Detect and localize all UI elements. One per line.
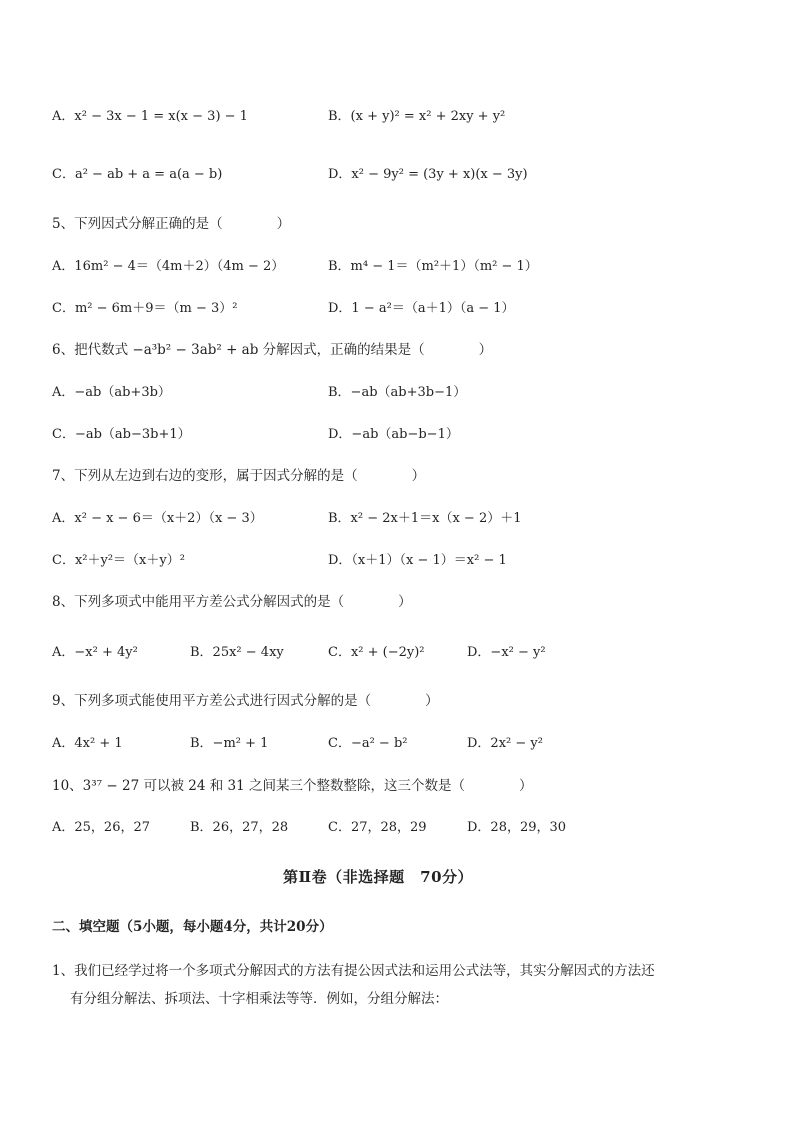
- question-6-option-c: C．−ab（ab−3b+1）: [52, 427, 191, 442]
- question-8-option-b: B．25x² − 4xy: [190, 645, 284, 660]
- question-10-option-c: C．27，28，29: [328, 820, 427, 835]
- question-7-option-a: A．x² − x − 6＝（x＋2）（x − 3）: [52, 511, 263, 526]
- question-8-option-c: C．x² + (−2y)²: [328, 645, 425, 660]
- option-d: D．x² − 9y² = (3y + x)(x − 3y): [328, 167, 528, 182]
- question-5-option-c: C．m² − 6m＋9＝（m − 3）²: [52, 301, 238, 316]
- question-8-option-a: A．−x² + 4y²: [52, 645, 138, 660]
- question-10-option-b: B．26，27，28: [190, 820, 289, 835]
- question-8-option-d: D．−x² − y²: [467, 645, 546, 660]
- question-5-option-a: A．16m² − 4＝（4m＋2）（4m − 2）: [52, 259, 285, 274]
- question-6-option-b: B．−ab（ab+3b−1）: [328, 385, 467, 400]
- question-10-option-a: A．25，26，27: [52, 820, 151, 835]
- question-9-option-a: A．4x² + 1: [52, 736, 123, 751]
- question-10-option-d: D．28，29，30: [467, 820, 567, 835]
- question-9-option-d: D．2x² − y²: [467, 736, 543, 751]
- question-9-stem: 9、下列多项式能使用平方差公式进行因式分解的是（ ）: [52, 693, 439, 709]
- question-6-stem: 6、把代数式 −a³b² − 3ab² + ab 分解因式，正确的结果是（ ）: [52, 342, 493, 358]
- fill-in-heading: 二、填空题（5小题，每小题4分，共计20分）: [52, 919, 333, 935]
- fill-question-1-line-1: 1、我们已经学过将一个多项式分解因式的方法有提公因式法和运用公式法等，其实分解因式的方法还: [52, 963, 655, 979]
- option-b: B．(x + y)² = x² + 2xy + y²: [328, 109, 506, 124]
- option-a: A．x² − 3x − 1 = x(x − 3) − 1: [52, 109, 248, 124]
- fill-question-1-line-2: 有分组分解法、拆项法、十字相乘法等等．例如，分组分解法：: [70, 991, 448, 1007]
- question-6-option-a: A．−ab（ab+3b）: [52, 385, 171, 400]
- section-title: 第Ⅱ卷（非选择题 70分）: [283, 868, 474, 886]
- question-7-stem: 7、下列从左边到右边的变形，属于因式分解的是（ ）: [52, 468, 426, 484]
- question-9-option-b: B．−m² + 1: [190, 736, 269, 751]
- question-7-option-b: B．x² − 2x＋1＝x（x − 2）＋1: [328, 511, 522, 526]
- question-5-option-d: D．1 − a²＝（a＋1）（a − 1）: [328, 301, 515, 316]
- question-5-option-b: B．m⁴ − 1＝（m²＋1）（m² − 1）: [328, 259, 538, 274]
- question-8-stem: 8、下列多项式中能用平方差公式分解因式的是（ ）: [52, 594, 412, 610]
- question-7-option-d: D．（x＋1）（x − 1）＝x² − 1: [328, 553, 507, 568]
- question-10-stem: 10、3³⁷ − 27 可以被 24 和 31 之间某三个整数整除，这三个数是（ ）: [52, 778, 533, 794]
- option-c: C．a² − ab + a = a(a − b): [52, 167, 223, 182]
- question-5-stem: 5、下列因式分解正确的是（ ）: [52, 216, 291, 232]
- question-9-option-c: C．−a² − b²: [328, 736, 408, 751]
- question-7-option-c: C．x²＋y²＝（x＋y）²: [52, 553, 185, 568]
- question-6-option-d: D．−ab（ab−b−1）: [328, 427, 459, 442]
